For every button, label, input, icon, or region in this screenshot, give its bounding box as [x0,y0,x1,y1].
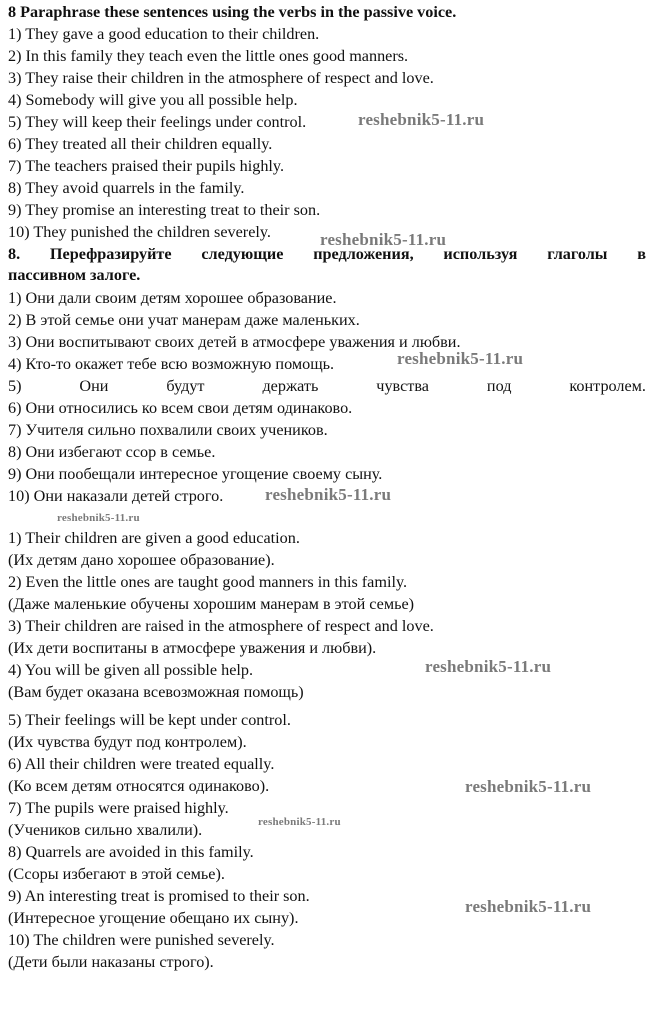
sentence-ru: 2) В этой семье они учат манерам даже маленьких. [8,311,360,329]
sentence-ru-5-word: держать [262,377,319,395]
watermark: reshebnik5-11.ru [465,777,592,796]
watermark: reshebnik5-11.ru [320,230,447,249]
sentence-ru-5-word: чувства [376,377,429,395]
task-heading-ru-word: Перефразируйте [49,245,172,263]
sentence-ru: 3) Они воспитывают своих детей в атмосфере уважения и любви. [8,333,461,351]
watermark: reshebnik5-11.ru [397,349,524,368]
answer-line: 8) Quarrels are avoided in this family. [8,843,254,861]
sentence-ru: 10) Они наказали детей строго. [8,487,224,505]
watermark: reshebnik5-11.ru [57,512,140,524]
sentence-en: 6) They treated all their children equally. [8,135,273,153]
sentence-ru-5-word: будут [166,377,205,395]
answer-line: 7) The pupils were praised highly. [8,799,229,817]
task-heading-ru-word: глаголы [547,245,608,263]
answer-line: (Их чувства будут под контролем). [8,733,247,751]
sentence-en: 9) They promise an interesting treat to their son. [8,201,321,219]
sentence-en: 7) The teachers praised their pupils highly. [8,157,285,175]
answer-line: (Вам будет оказана всевозможная помощь) [8,683,304,701]
sentence-ru: 7) Учителя сильно похвалили своих учеников. [8,421,328,439]
sentence-ru: 8) Они избегают ссор в семье. [8,443,216,461]
task-heading-ru-word: 8. [8,245,21,263]
answer-line: 2) Even the little ones are taught good manners in this family. [8,573,408,591]
sentence-ru: 6) Они относились ко всем свои детям одинаково. [8,399,353,417]
task-heading-en: 8 Paraphrase these sentences using the verbs in the passive voice. [8,3,457,21]
sentence-ru-5 [8,376,646,396]
answer-line: (Учеников сильно хвалили). [8,821,203,839]
answer-line: 1) Their children are given a good education. [8,529,300,547]
answer-line: 6) All their children were treated equally. [8,755,275,773]
sentence-ru-5-word: Они [79,377,109,395]
task-heading-ru-word: используя [443,245,518,263]
sentence-ru: 4) Кто-то окажет тебе всю возможную помощь. [8,355,335,373]
watermark: reshebnik5-11.ru [258,816,341,828]
answer-line: (Их дети воспитаны в атмосфере уважения и любви). [8,639,377,657]
answer-line: 10) The children were punished severely. [8,931,275,949]
sentence-en: 2) In this family they teach even the little ones good manners. [8,47,409,65]
sentence-en: 1) They gave a good education to their children. [8,25,320,43]
answer-line: (Их детям дано хорошее образование). [8,551,275,569]
watermark: reshebnik5-11.ru [465,897,592,916]
answer-line: 5) Their feelings will be kept under control. [8,711,291,729]
watermark: reshebnik5-11.ru [425,657,552,676]
task-heading-ru-word: предложения, [313,245,414,263]
sentence-ru-5-word: 5) [8,377,22,395]
sentence-ru-5-word: под [486,377,512,395]
sentence-en: 5) They will keep their feelings under control. [8,113,307,131]
answer-line: (Даже маленькие обучены хорошим манерам в этой семье) [8,595,415,613]
answer-line: (Ко всем детям относятся одинаково). [8,777,270,795]
answer-line: (Ссоры избегают в этой семье). [8,865,225,883]
sentence-ru: 1) Они дали своим детям хорошее образование. [8,289,337,307]
task-heading-ru-word: следующие [201,245,284,263]
sentence-ru: 9) Они пообещали интересное угощение своему сыну. [8,465,383,483]
answer-line: 4) You will be given all possible help. [8,661,254,679]
answer-line: (Интересное угощение обещано их сыну). [8,909,299,927]
task-heading-ru-line2: пассивном залоге. [8,266,141,284]
watermark: reshebnik5-11.ru [265,485,392,504]
answer-line: 9) An interesting treat is promised to their son. [8,887,310,905]
watermark: reshebnik5-11.ru [358,110,485,129]
answer-line: 3) Their children are raised in the atmosphere of respect and love. [8,617,434,635]
sentence-en: 8) They avoid quarrels in the family. [8,179,245,197]
task-heading-ru-word: в [637,245,646,263]
answer-line: (Дети были наказаны строго). [8,953,214,971]
sentence-en: 4) Somebody will give you all possible help. [8,91,298,109]
sentence-ru-5-word: контролем. [569,377,646,395]
sentence-en: 3) They raise their children in the atmosphere of respect and love. [8,69,434,87]
sentence-en: 10) They punished the children severely. [8,223,271,241]
